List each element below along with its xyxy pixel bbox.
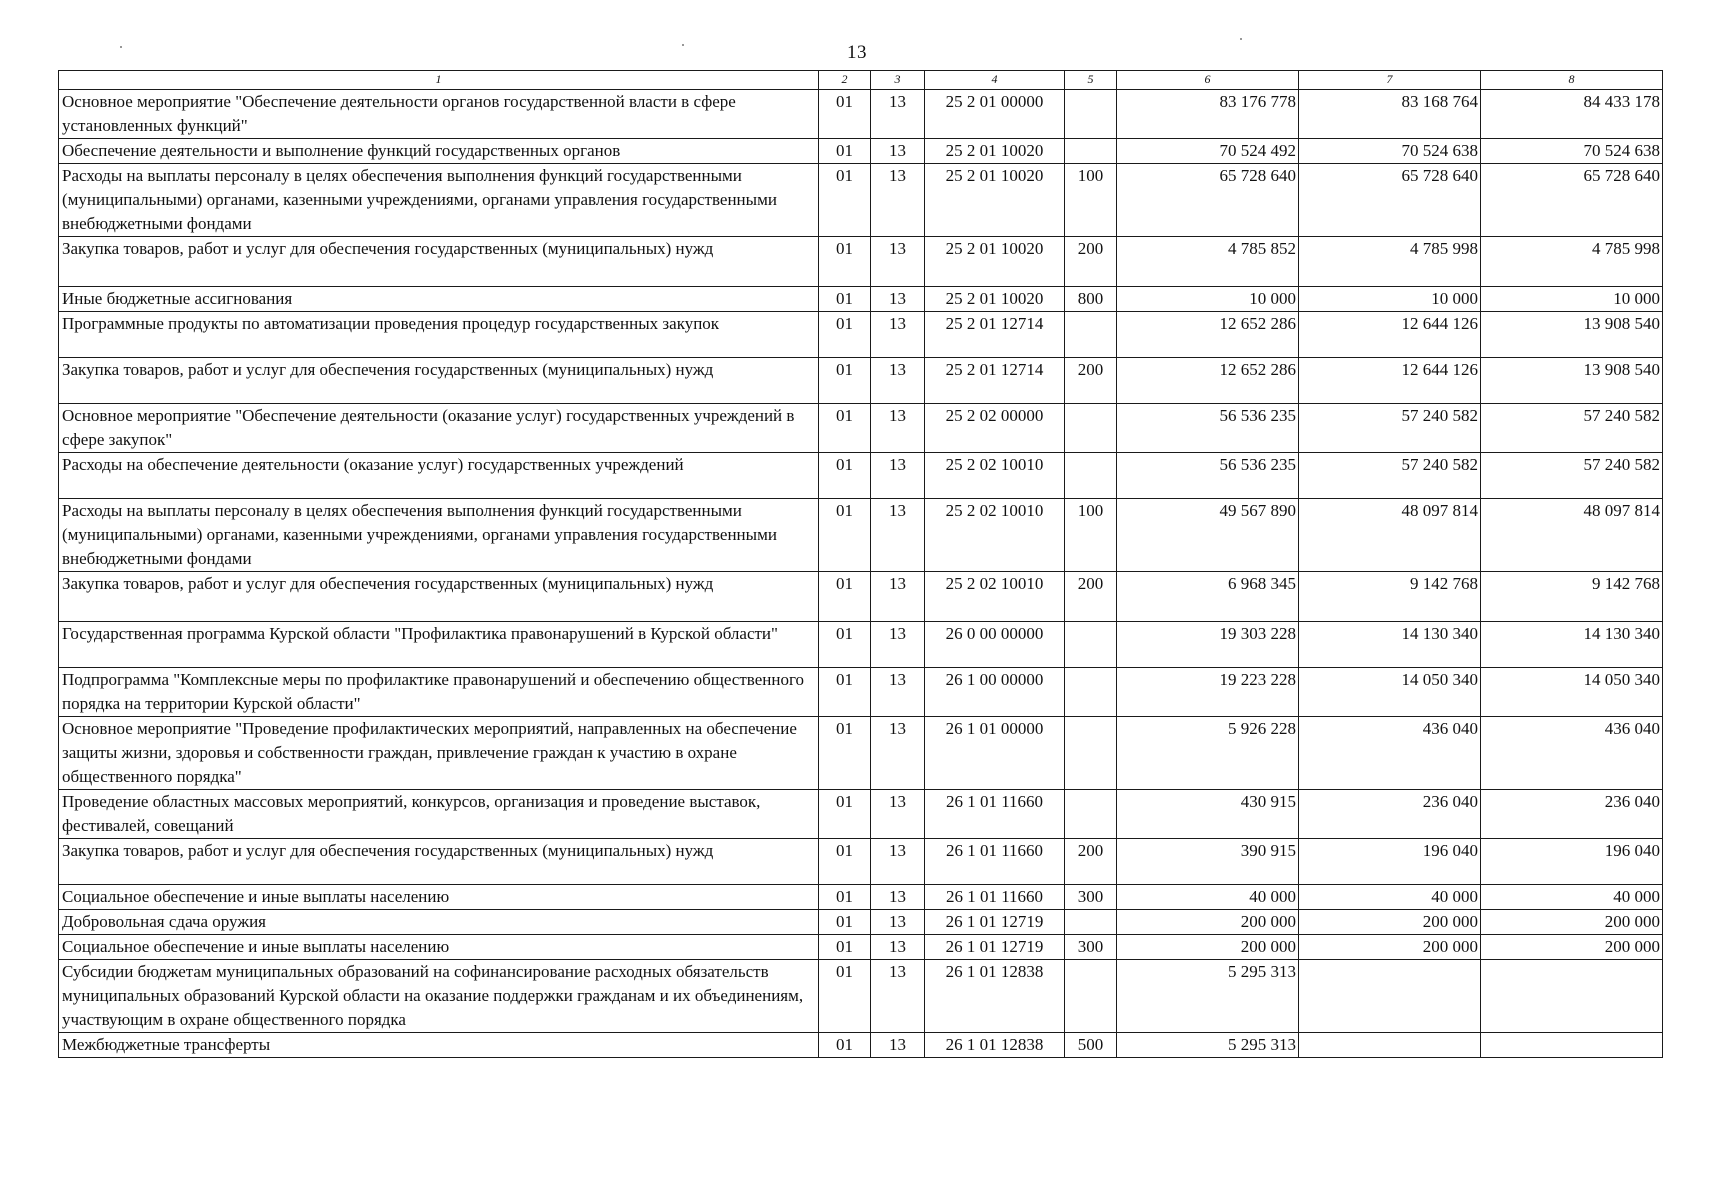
subsection-cell: 13 [871, 139, 925, 164]
expense-type-cell: 200 [1065, 572, 1117, 622]
section-cell: 01 [819, 717, 871, 790]
target-article-cell: 26 1 01 11660 [925, 839, 1065, 885]
table-row [59, 935, 1663, 960]
target-article-cell: 25 2 02 00000 [925, 404, 1065, 453]
target-article-cell: 26 1 01 11660 [925, 790, 1065, 839]
table-row [59, 237, 1663, 287]
amount-col8-cell: 4 785 998 [1481, 237, 1663, 287]
row-name-cell: Добровольная сдача оружия [59, 910, 819, 935]
row-name-cell: Закупка товаров, работ и услуг для обеспечения государственных (муниципальных) нужд [59, 237, 819, 287]
amount-col8-cell: 84 433 178 [1481, 90, 1663, 139]
amount-col7-cell: 14 050 340 [1299, 668, 1481, 717]
column-number: 1 [59, 71, 819, 90]
amount-col7-cell: 65 728 640 [1299, 164, 1481, 237]
section-cell: 01 [819, 358, 871, 404]
subsection-cell: 13 [871, 90, 925, 139]
amount-col6-cell: 40 000 [1117, 885, 1299, 910]
amount-col8-cell: 48 097 814 [1481, 499, 1663, 572]
expense-type-cell [1065, 960, 1117, 1033]
section-cell: 01 [819, 453, 871, 499]
expense-type-cell: 800 [1065, 287, 1117, 312]
row-name-cell: Расходы на выплаты персоналу в целях обеспечения выполнения функций государственными (муниципальными) органами, казенными учреждениями, органами управления государственными внебюджетными фондами [59, 499, 819, 572]
amount-col6-cell: 70 524 492 [1117, 139, 1299, 164]
subsection-cell: 13 [871, 960, 925, 1033]
subsection-cell: 13 [871, 404, 925, 453]
amount-col6-cell: 10 000 [1117, 287, 1299, 312]
table-row [59, 910, 1663, 935]
section-cell: 01 [819, 237, 871, 287]
section-cell: 01 [819, 164, 871, 237]
row-name-cell: Иные бюджетные ассигнования [59, 287, 819, 312]
amount-col8-cell: 200 000 [1481, 935, 1663, 960]
amount-col8-cell: 40 000 [1481, 885, 1663, 910]
amount-col7-cell: 83 168 764 [1299, 90, 1481, 139]
amount-col8-cell: 9 142 768 [1481, 572, 1663, 622]
amount-col7-cell: 196 040 [1299, 839, 1481, 885]
table-row [59, 1033, 1663, 1058]
subsection-cell: 13 [871, 790, 925, 839]
expense-type-cell: 100 [1065, 164, 1117, 237]
amount-col7-cell: 40 000 [1299, 885, 1481, 910]
table-row [59, 164, 1663, 237]
amount-col7-cell: 12 644 126 [1299, 358, 1481, 404]
column-number: 6 [1117, 71, 1299, 90]
section-cell: 01 [819, 312, 871, 358]
section-cell: 01 [819, 910, 871, 935]
target-article-cell: 26 1 01 00000 [925, 717, 1065, 790]
amount-col7-cell: 70 524 638 [1299, 139, 1481, 164]
subsection-cell: 13 [871, 499, 925, 572]
amount-col6-cell: 56 536 235 [1117, 453, 1299, 499]
amount-col7-cell: 200 000 [1299, 935, 1481, 960]
amount-col8-cell: 436 040 [1481, 717, 1663, 790]
row-name-cell: Проведение областных массовых мероприятий, конкурсов, организация и проведение выставок, фестивалей, совещаний [59, 790, 819, 839]
amount-col8-cell: 13 908 540 [1481, 312, 1663, 358]
row-name-cell: Расходы на обеспечение деятельности (оказание услуг) государственных учреждений [59, 453, 819, 499]
table-row [59, 668, 1663, 717]
target-article-cell: 26 1 01 12838 [925, 960, 1065, 1033]
target-article-cell: 25 2 01 12714 [925, 312, 1065, 358]
row-name-cell: Программные продукты по автоматизации проведения процедур государственных закупок [59, 312, 819, 358]
section-cell: 01 [819, 668, 871, 717]
amount-col7-cell [1299, 1033, 1481, 1058]
section-cell: 01 [819, 287, 871, 312]
expense-type-cell [1065, 404, 1117, 453]
table-row [59, 287, 1663, 312]
amount-col6-cell: 6 968 345 [1117, 572, 1299, 622]
subsection-cell: 13 [871, 237, 925, 287]
subsection-cell: 13 [871, 453, 925, 499]
amount-col6-cell: 5 295 313 [1117, 1033, 1299, 1058]
target-article-cell: 25 2 01 12714 [925, 358, 1065, 404]
subsection-cell: 13 [871, 1033, 925, 1058]
page-number: 13 [847, 42, 867, 63]
table-row [59, 499, 1663, 572]
table-row [59, 885, 1663, 910]
row-name-cell: Основное мероприятие "Обеспечение деятельности органов государственной власти в сфере установленных функций" [59, 90, 819, 139]
amount-col6-cell: 83 176 778 [1117, 90, 1299, 139]
target-article-cell: 25 2 02 10010 [925, 499, 1065, 572]
table-row [59, 839, 1663, 885]
target-article-cell: 25 2 01 10020 [925, 139, 1065, 164]
column-number: 3 [871, 71, 925, 90]
amount-col8-cell: 236 040 [1481, 790, 1663, 839]
amount-col6-cell: 200 000 [1117, 935, 1299, 960]
target-article-cell: 25 2 01 10020 [925, 164, 1065, 237]
amount-col8-cell: 200 000 [1481, 910, 1663, 935]
amount-col8-cell [1481, 1033, 1663, 1058]
table-row [59, 960, 1663, 1033]
row-name-cell: Закупка товаров, работ и услуг для обеспечения государственных (муниципальных) нужд [59, 358, 819, 404]
target-article-cell: 25 2 02 10010 [925, 572, 1065, 622]
section-cell: 01 [819, 935, 871, 960]
table-row [59, 717, 1663, 790]
amount-col7-cell: 14 130 340 [1299, 622, 1481, 668]
target-article-cell: 26 1 01 11660 [925, 885, 1065, 910]
column-number: 7 [1299, 71, 1481, 90]
section-cell: 01 [819, 885, 871, 910]
amount-col6-cell: 5 926 228 [1117, 717, 1299, 790]
amount-col7-cell: 57 240 582 [1299, 404, 1481, 453]
subsection-cell: 13 [871, 164, 925, 237]
subsection-cell: 13 [871, 839, 925, 885]
table-row [59, 90, 1663, 139]
amount-col8-cell: 14 050 340 [1481, 668, 1663, 717]
scan-speck [120, 46, 122, 48]
amount-col8-cell: 70 524 638 [1481, 139, 1663, 164]
amount-col6-cell: 390 915 [1117, 839, 1299, 885]
table-row [59, 312, 1663, 358]
amount-col8-cell: 13 908 540 [1481, 358, 1663, 404]
amount-col8-cell: 57 240 582 [1481, 453, 1663, 499]
target-article-cell: 26 1 01 12719 [925, 910, 1065, 935]
amount-col6-cell: 12 652 286 [1117, 358, 1299, 404]
amount-col7-cell [1299, 960, 1481, 1033]
table-row [59, 790, 1663, 839]
row-name-cell: Социальное обеспечение и иные выплаты населению [59, 885, 819, 910]
amount-col6-cell: 19 303 228 [1117, 622, 1299, 668]
section-cell: 01 [819, 499, 871, 572]
amount-col6-cell: 65 728 640 [1117, 164, 1299, 237]
target-article-cell: 26 1 01 12838 [925, 1033, 1065, 1058]
amount-col6-cell: 430 915 [1117, 790, 1299, 839]
expense-type-cell [1065, 790, 1117, 839]
row-name-cell: Социальное обеспечение и иные выплаты населению [59, 935, 819, 960]
table-row [59, 404, 1663, 453]
row-name-cell: Подпрограмма "Комплексные меры по профилактике правонарушений и обеспечению общественного порядка на территории Курской области" [59, 668, 819, 717]
expense-type-cell [1065, 717, 1117, 790]
target-article-cell: 26 1 00 00000 [925, 668, 1065, 717]
scan-speck [682, 44, 684, 46]
amount-col7-cell: 57 240 582 [1299, 453, 1481, 499]
expense-type-cell: 300 [1065, 885, 1117, 910]
expense-type-cell [1065, 453, 1117, 499]
subsection-cell: 13 [871, 622, 925, 668]
expense-type-cell: 100 [1065, 499, 1117, 572]
row-name-cell: Основное мероприятие "Обеспечение деятельности (оказание услуг) государственных учреждений в сфере закупок" [59, 404, 819, 453]
subsection-cell: 13 [871, 572, 925, 622]
amount-col6-cell: 49 567 890 [1117, 499, 1299, 572]
amount-col7-cell: 200 000 [1299, 910, 1481, 935]
budget-table [58, 70, 1663, 1058]
row-name-cell: Субсидии бюджетам муниципальных образований на софинансирование расходных обязательств муниципальных образований Курской области на оказание поддержки гражданам и их объединениям, участвующим в охране общественного порядка [59, 960, 819, 1033]
row-name-cell: Расходы на выплаты персоналу в целях обеспечения выполнения функций государственными (муниципальными) органами, казенными учреждениями, органами управления государственными внебюджетными фондами [59, 164, 819, 237]
amount-col6-cell: 12 652 286 [1117, 312, 1299, 358]
section-cell: 01 [819, 404, 871, 453]
amount-col7-cell: 48 097 814 [1299, 499, 1481, 572]
amount-col7-cell: 436 040 [1299, 717, 1481, 790]
section-cell: 01 [819, 572, 871, 622]
target-article-cell: 26 1 01 12719 [925, 935, 1065, 960]
row-name-cell: Обеспечение деятельности и выполнение функций государственных органов [59, 139, 819, 164]
subsection-cell: 13 [871, 312, 925, 358]
amount-col8-cell: 14 130 340 [1481, 622, 1663, 668]
subsection-cell: 13 [871, 910, 925, 935]
row-name-cell: Закупка товаров, работ и услуг для обеспечения государственных (муниципальных) нужд [59, 839, 819, 885]
target-article-cell: 25 2 01 00000 [925, 90, 1065, 139]
table-row [59, 622, 1663, 668]
expense-type-cell [1065, 139, 1117, 164]
subsection-cell: 13 [871, 885, 925, 910]
expense-type-cell: 300 [1065, 935, 1117, 960]
expense-type-cell [1065, 312, 1117, 358]
row-name-cell: Закупка товаров, работ и услуг для обеспечения государственных (муниципальных) нужд [59, 572, 819, 622]
column-number: 8 [1481, 71, 1663, 90]
expense-type-cell [1065, 622, 1117, 668]
subsection-cell: 13 [871, 935, 925, 960]
table-row [59, 139, 1663, 164]
subsection-cell: 13 [871, 717, 925, 790]
section-cell: 01 [819, 139, 871, 164]
expense-type-cell [1065, 90, 1117, 139]
column-number: 5 [1065, 71, 1117, 90]
target-article-cell: 25 2 01 10020 [925, 237, 1065, 287]
target-article-cell: 25 2 01 10020 [925, 287, 1065, 312]
row-name-cell: Межбюджетные трансферты [59, 1033, 819, 1058]
amount-col6-cell: 200 000 [1117, 910, 1299, 935]
subsection-cell: 13 [871, 358, 925, 404]
expense-type-cell [1065, 910, 1117, 935]
row-name-cell: Основное мероприятие "Проведение профилактических мероприятий, направленных на обеспечение защиты жизни, здоровья и собственности граждан, привлечение граждан к участию в охране общественного порядка" [59, 717, 819, 790]
amount-col7-cell: 9 142 768 [1299, 572, 1481, 622]
row-name-cell: Государственная программа Курской области "Профилактика правонарушений в Курской области" [59, 622, 819, 668]
amount-col7-cell: 4 785 998 [1299, 237, 1481, 287]
target-article-cell: 25 2 02 10010 [925, 453, 1065, 499]
amount-col6-cell: 19 223 228 [1117, 668, 1299, 717]
scan-speck [1240, 38, 1242, 40]
section-cell: 01 [819, 622, 871, 668]
table-body [59, 71, 1663, 1058]
column-number: 2 [819, 71, 871, 90]
expense-type-cell: 500 [1065, 1033, 1117, 1058]
amount-col7-cell: 12 644 126 [1299, 312, 1481, 358]
section-cell: 01 [819, 790, 871, 839]
expense-type-cell: 200 [1065, 237, 1117, 287]
expense-type-cell [1065, 668, 1117, 717]
subsection-cell: 13 [871, 287, 925, 312]
expense-type-cell: 200 [1065, 839, 1117, 885]
amount-col6-cell: 4 785 852 [1117, 237, 1299, 287]
amount-col6-cell: 5 295 313 [1117, 960, 1299, 1033]
section-cell: 01 [819, 90, 871, 139]
amount-col8-cell: 57 240 582 [1481, 404, 1663, 453]
target-article-cell: 26 0 00 00000 [925, 622, 1065, 668]
amount-col8-cell: 65 728 640 [1481, 164, 1663, 237]
amount-col7-cell: 10 000 [1299, 287, 1481, 312]
table-row [59, 572, 1663, 622]
section-cell: 01 [819, 839, 871, 885]
column-number: 4 [925, 71, 1065, 90]
section-cell: 01 [819, 1033, 871, 1058]
column-number-row [59, 71, 1663, 90]
subsection-cell: 13 [871, 668, 925, 717]
section-cell: 01 [819, 960, 871, 1033]
amount-col8-cell: 10 000 [1481, 287, 1663, 312]
amount-col8-cell [1481, 960, 1663, 1033]
amount-col8-cell: 196 040 [1481, 839, 1663, 885]
table-row [59, 358, 1663, 404]
amount-col6-cell: 56 536 235 [1117, 404, 1299, 453]
amount-col7-cell: 236 040 [1299, 790, 1481, 839]
table-row [59, 453, 1663, 499]
expense-type-cell: 200 [1065, 358, 1117, 404]
